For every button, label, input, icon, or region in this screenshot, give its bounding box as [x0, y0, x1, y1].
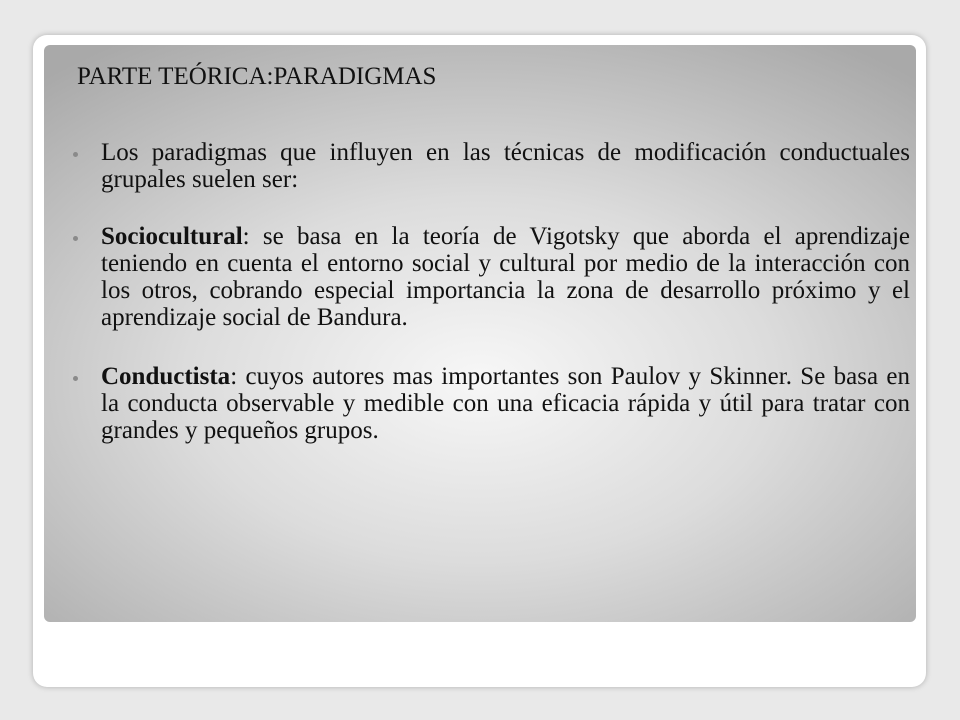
bullet-text: : se basa en la teoría de Vigotsky que aborda el aprendizaje teniendo en cuenta el entorno social y cultural por medio de la interacción con los otros, cobrando especial importancia la zona de desarrollo próximo y el aprendizaje social de Bandura. [101, 223, 910, 331]
bullet-dot-icon [73, 236, 78, 241]
bullet-item-sociocultural [72, 223, 910, 331]
bullet-text: Los paradigmas que influyen en las técnicas de modificación conductuales grupales suelen ser: [101, 139, 910, 193]
bullet-dot-icon [73, 152, 78, 157]
bullet-item-conductista [72, 363, 910, 444]
bullet-term: Conductista [101, 363, 231, 390]
slide-title: PARTE TEÓRICA:PARADIGMAS [77, 63, 437, 90]
bullet-list [72, 139, 910, 474]
bullet-dot-icon [73, 376, 78, 381]
bullet-term: Sociocultural [101, 223, 243, 250]
bullet-text: : cuyos autores mas importantes son Paulov y Skinner. Se basa en la conducta observable y medible con una eficacia rápida y útil para tratar con grandes y pequeños grupos. [101, 363, 910, 444]
bullet-item-intro [72, 139, 910, 193]
